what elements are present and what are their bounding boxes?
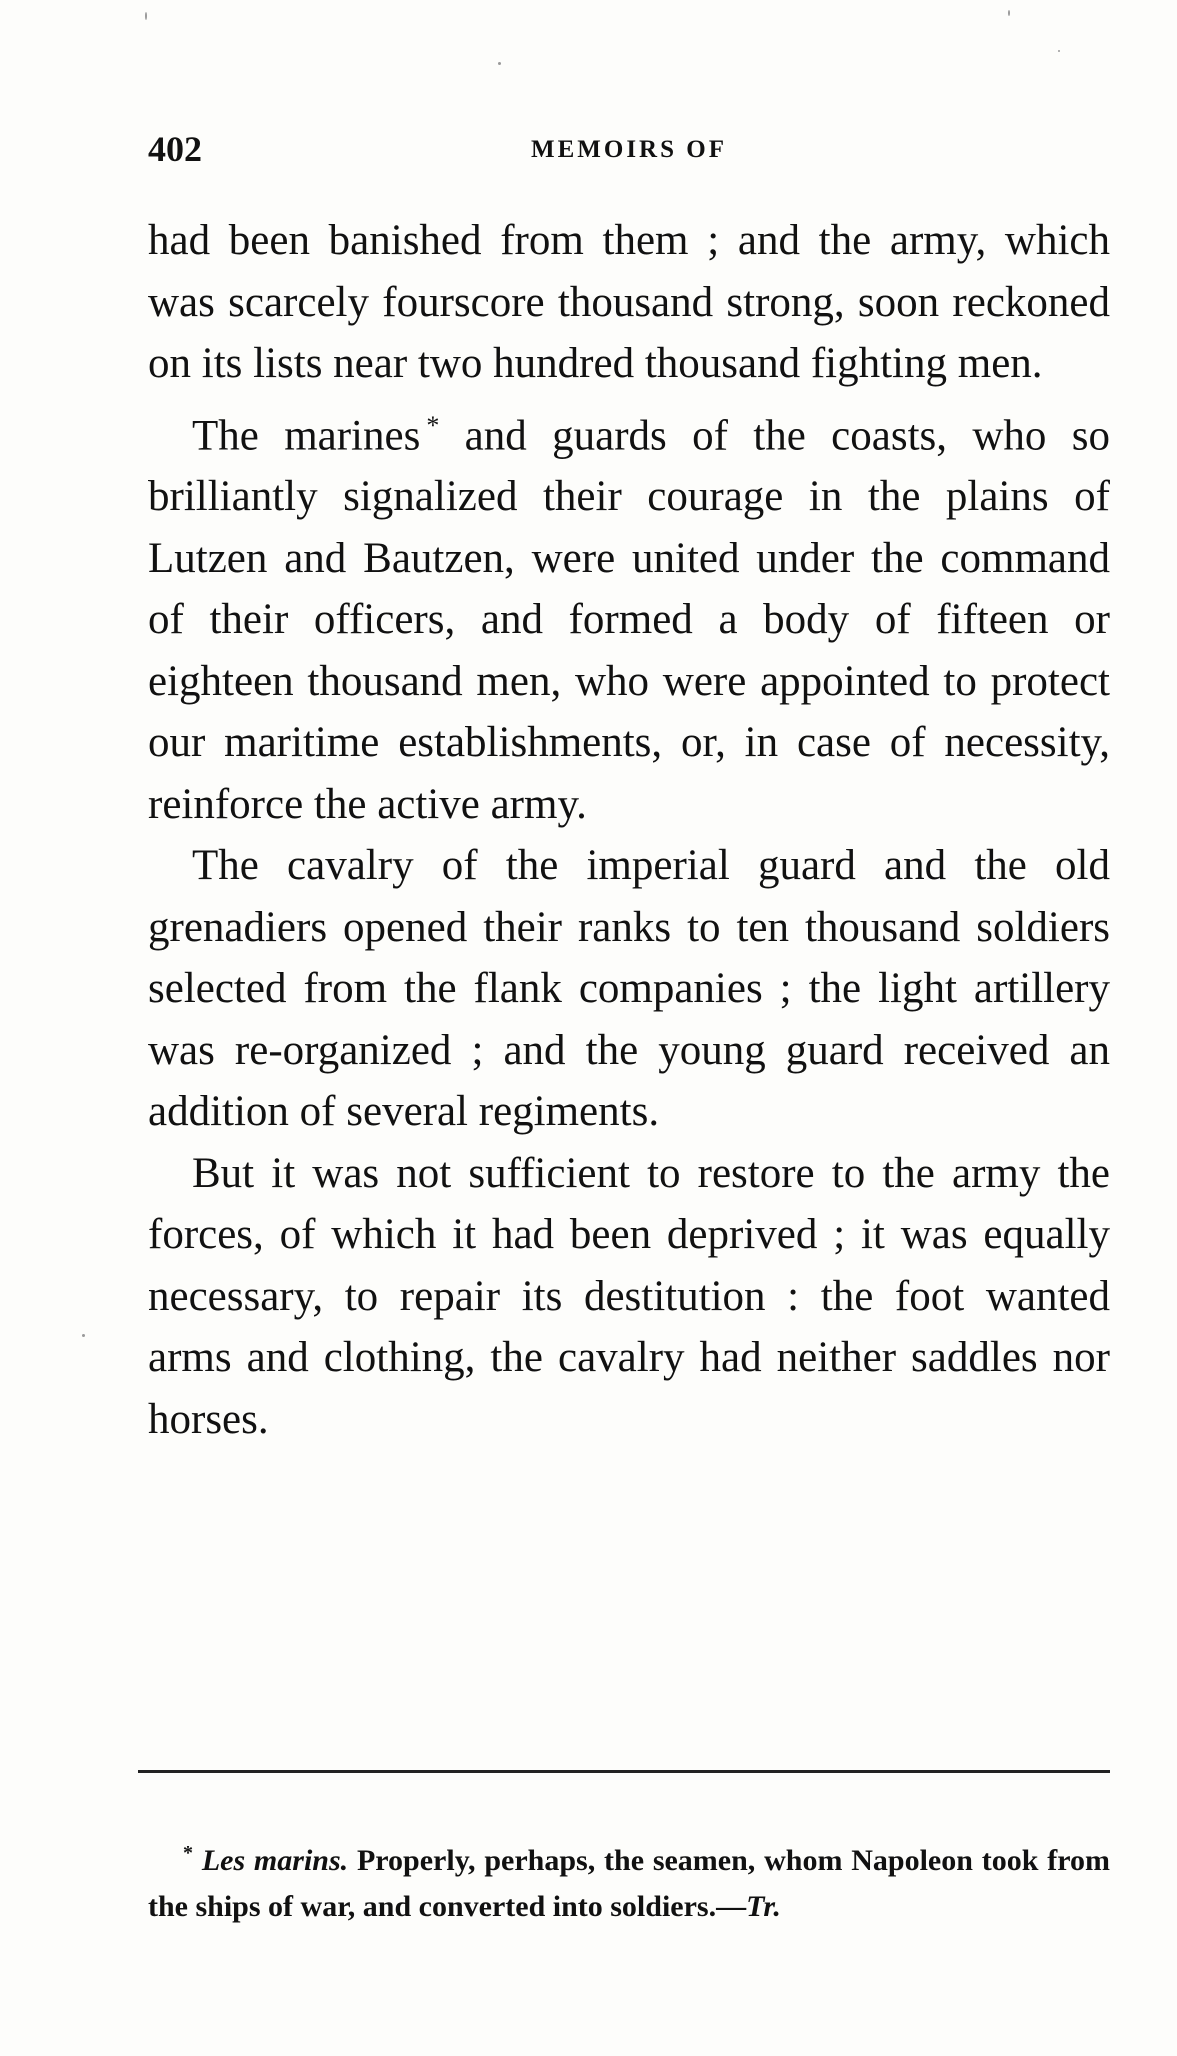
paper-speck xyxy=(145,12,147,20)
paragraph-continuation xyxy=(148,210,1110,395)
page-number: 402 xyxy=(148,129,202,169)
paragraph-text-start: The marines xyxy=(192,411,421,459)
footnote-marker: * xyxy=(183,1842,193,1864)
paragraph-cavalry xyxy=(148,835,1110,1143)
footnote-divider xyxy=(138,1770,1110,1773)
footnote-attribution: Tr. xyxy=(746,1890,781,1923)
footnote-italic-lead: Les marins. xyxy=(201,1844,349,1877)
page-header xyxy=(148,128,1110,178)
paragraph-text: The cavalry of the imperial guard and the old grenadiers opened their ranks to ten thousand soldiers selected from the flank companies ; the light artillery was re-organized ; and the young guard received an addition of several regiments. xyxy=(148,842,1110,1136)
paper-speck xyxy=(1058,50,1060,52)
paragraph-marines xyxy=(148,395,1110,836)
main-text xyxy=(148,210,1110,1450)
footnote-text: Properly, perhaps, the seamen, whom Napoleon took from the ships of war, and converted into soldiers.— xyxy=(148,1844,1110,1923)
paragraph-text: had been banished from them ; and the army, which was scarcely fourscore thousand strong, soon reckoned on its lists near two hundred thousand fighting men. xyxy=(148,217,1110,387)
footnote xyxy=(148,1830,1110,1930)
paragraph-text: But it was not sufficient to restore to the army the forces, of which it had been deprived ; it was equally necessary, to repair its destitution : the foot wanted arms and clothing, the cavalry had neither saddles nor horses. xyxy=(148,1149,1110,1443)
paper-speck xyxy=(82,1334,85,1337)
running-title: MEMOIRS OF xyxy=(531,136,727,163)
paper-speck xyxy=(1008,10,1010,16)
paragraph-supplies xyxy=(148,1143,1110,1451)
footnote-reference[interactable]: * xyxy=(426,410,440,440)
paragraph-text-rest: and guards of the coasts, who so brilliantly signalized their courage in the plains of Lutzen and Bautzen, were united under the command of their officers, and formed a body of fifteen or eighteen thousand men, who were appointed to protect our maritime establishments, or, in case of necessity, reinforce the active army. xyxy=(148,411,1110,828)
paper-speck xyxy=(498,62,501,65)
